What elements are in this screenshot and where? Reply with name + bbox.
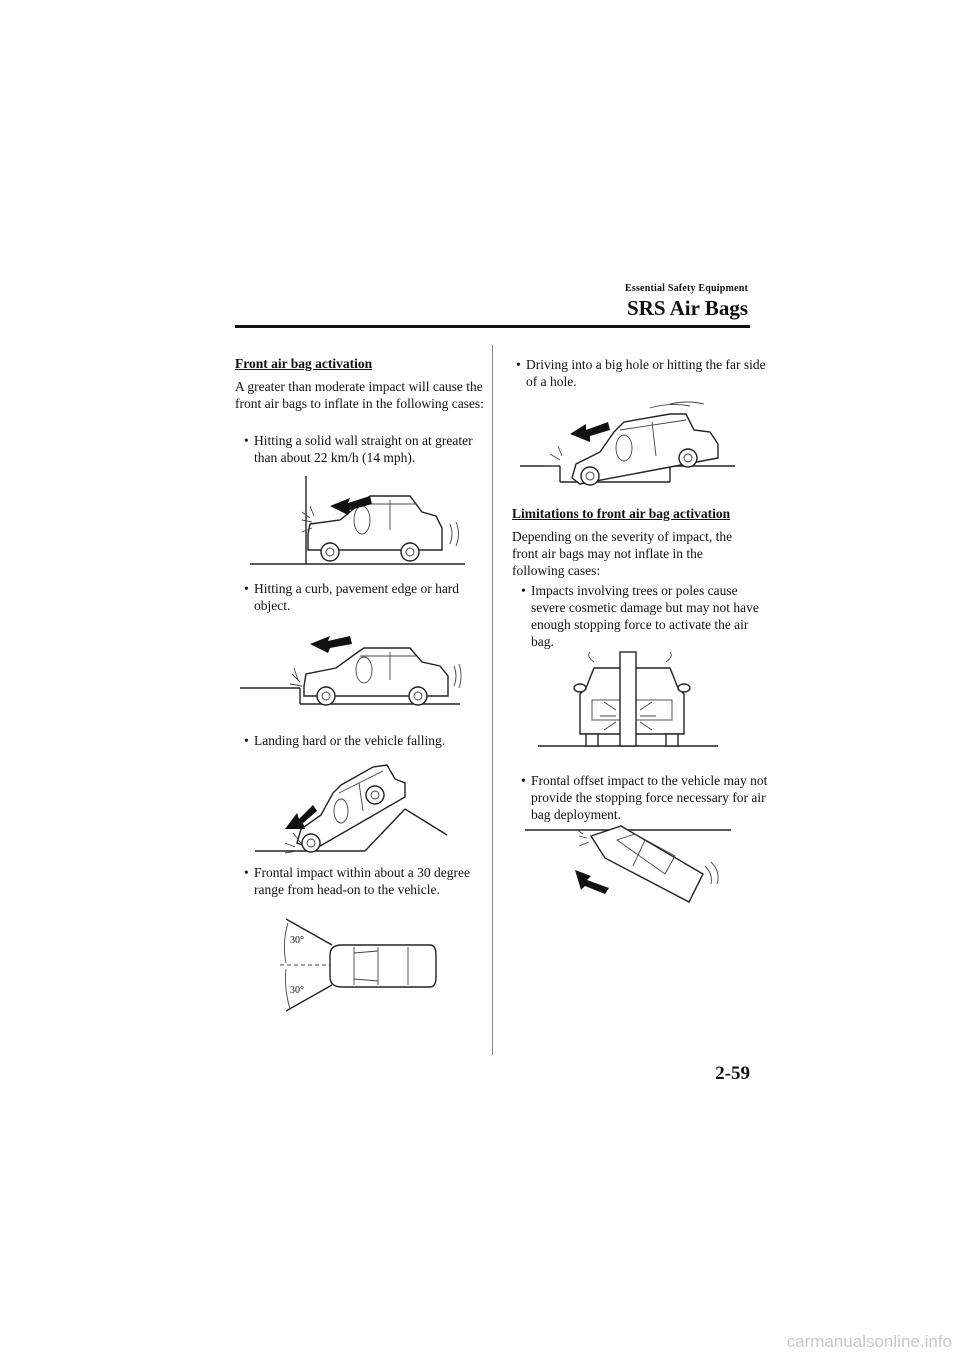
bullet-trees-poles: • Impacts involving trees or poles cause severe cosmetic damage but may not have enough stopping force to activate the air bag. (517, 582, 771, 650)
section-label: Essential Safety Equipment (625, 283, 748, 294)
chapter-title: SRS Air Bags (627, 296, 748, 320)
bullet-big-hole: • Driving into a big hole or hitting the far side of a hole. (512, 356, 766, 390)
figure-solid-wall (250, 472, 470, 572)
bullet-offset-impact: • Frontal offset impact to the vehicle may not provide the stopping force necessary for air bag deployment. (517, 772, 771, 823)
front-airbag-activation-heading: Front air bag activation (235, 356, 373, 371)
activation-intro: A greater than moderate impact will cause the front air bags to inflate in the following cases: (235, 379, 484, 411)
page-number: 2-59 (715, 1063, 750, 1084)
bullet-frontal-30-degree: • Frontal impact within about a 30 degree range from head-on to the vehicle. (240, 864, 494, 898)
bullet-curb: • Hitting a curb, pavement edge or hard object. (240, 580, 494, 614)
limitations-heading: Limitations to front air bag activation (512, 506, 731, 521)
bullet-solid-wall: • Hitting a solid wall straight on at greater than about 22 km/h (14 mph). (240, 432, 494, 466)
limitations-intro: Depending on the severity of impact, the front air bags may not inflate in the following cases: (512, 529, 733, 578)
figure-pole-impact (538, 650, 720, 750)
figure-big-hole (520, 400, 740, 490)
figure-landing-hard (255, 757, 450, 857)
figure-30-degree-range (280, 915, 440, 1015)
angle-label-lower: 30° (290, 985, 304, 996)
watermark: carmanualsonline.info (786, 1332, 952, 1351)
header-rule (235, 325, 750, 328)
bullet-landing-hard: • Landing hard or the vehicle falling. (240, 732, 494, 749)
figure-offset-impact (525, 822, 735, 912)
figure-curb (240, 630, 465, 710)
angle-label-upper: 30° (290, 935, 304, 946)
